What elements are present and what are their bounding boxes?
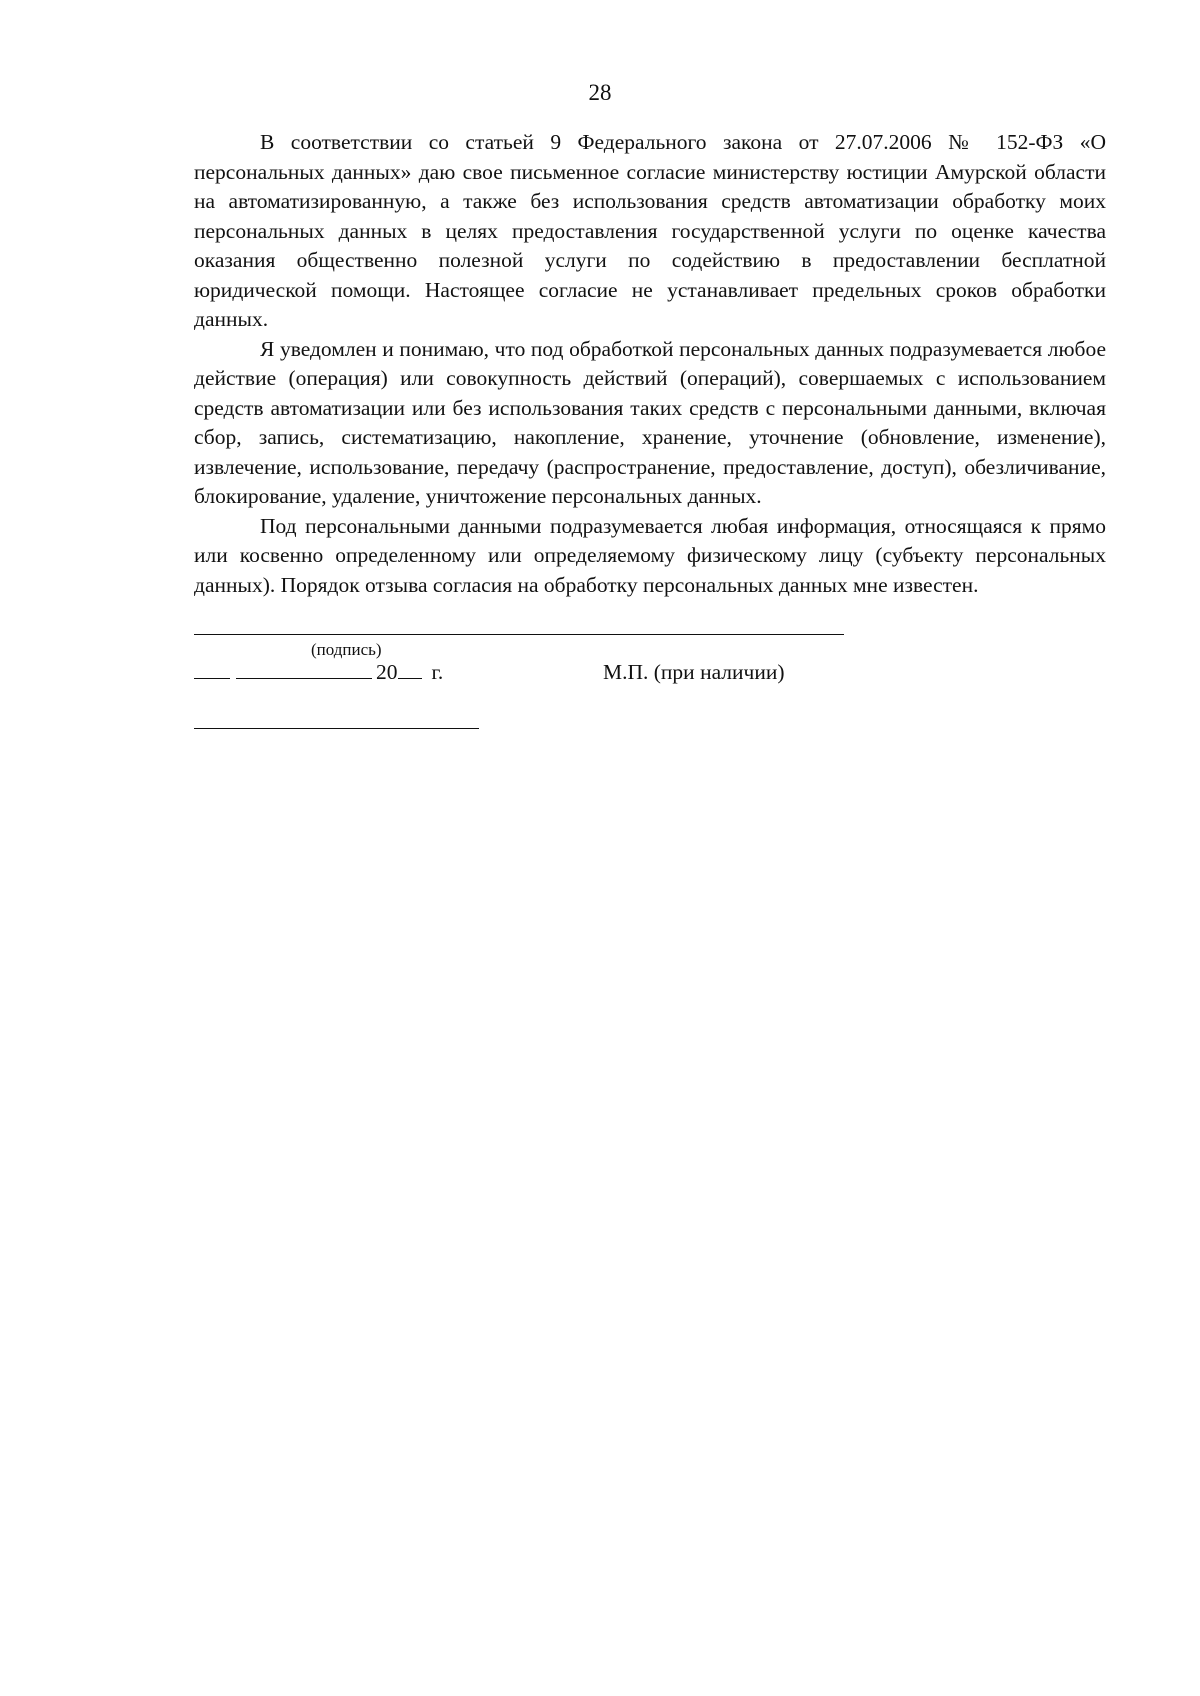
name-line [194,728,479,729]
paragraph-processing-definition: Я уведомлен и понимаю, что под обработкой персональных данных подразумевается любое действие (операция) или совокупность действий (операций), совершаемых с использованием средств автоматизации или без использования таких средств с персональными данными, включая сбор, запись, систематизацию, накопление, хранение, уточнение (обновление, изменение), извлечение, использование, передачу (распространение, предоставление, доступ), обезличивание, блокирование, удаление, уничтожение персональных данных. [194,336,1106,508]
signature-line [194,634,844,635]
paragraph-consent: В соответствии со статьей 9 Федерального закона от 27.07.2006 № 152-ФЗ «О персональных данных» даю свое письменное согласие министерству юстиции Амурской области на автоматизированную, а также без использования средств автоматизации обработку моих персональных данных в целях предоставления государственной услуги по оценке качества оказания общественно полезной услуги по содействию в предоставлении бесплатной юридической помощи. Настоящее согласие не устанавливает предельных сроков обработки данных. [194,130,1106,331]
stamp-label: М.П. (при наличии) [603,660,785,684]
consent-text [194,128,1106,600]
date-year-suffix: г. [431,660,444,684]
date-year-prefix: 20 [376,660,398,684]
paragraph-personal-data-definition: Под персональными данными подразумевается любая информация, относящаяся к прямо или косвенно определенному или определяемому физическому лицу (субъекту персональных данных). Порядок отзыва согласия на обработку персональных данных мне известен. [194,513,1106,597]
date-day-blank [194,660,230,679]
date-month-blank [236,660,372,679]
page-number: 28 [588,80,612,105]
date-year-blank [398,660,422,679]
signature-caption: (подпись) [311,640,382,659]
date-field [194,660,443,685]
